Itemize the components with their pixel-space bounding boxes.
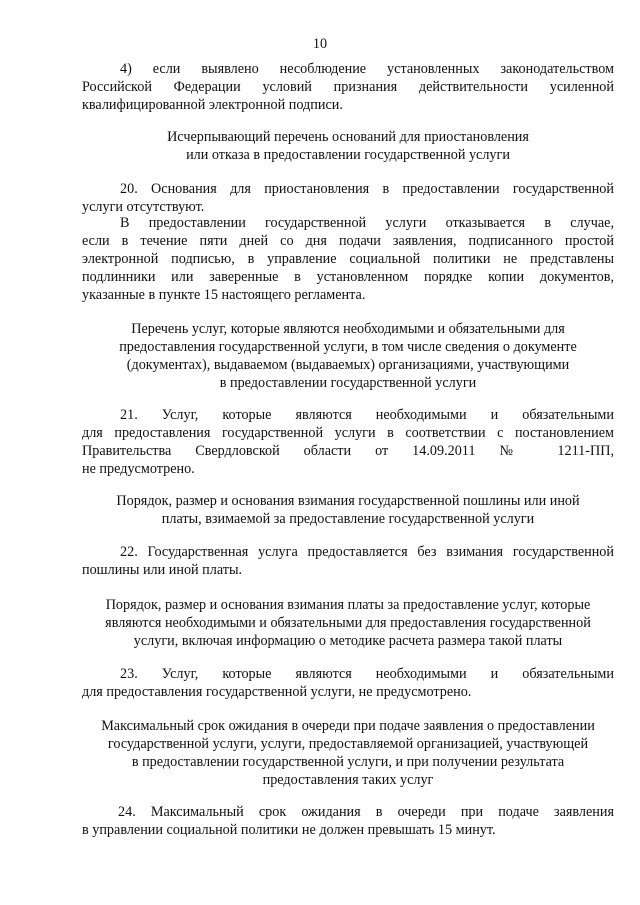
text-line: Российской Федерации условий признания действительности усиленной [82,79,614,95]
text-line: для предоставления государственной услуги, не предусмотрено. [82,684,472,700]
heading-line: в предоставлении государственной услуги, и при получении результата [131,754,565,770]
text-line: подлинники или заверенные в установленном порядке копии документов, [82,269,614,285]
section-heading-services-list [70,320,626,392]
heading-line: Порядок, размер и основания взимания государственной пошлины или иной [116,493,580,509]
text-line: услуги отсутствуют. [82,199,205,215]
paragraph-20-refusal [82,214,614,304]
heading-line: Исчерпывающий перечень оснований для приостановления [167,129,529,145]
heading-line: или отказа в предоставлении государственной услуги [186,147,510,163]
section-heading-queue-time [70,717,626,789]
text-line: в управлении социальной политики не должен превышать 15 минут. [82,822,496,838]
section-heading-state-fee [70,492,626,528]
text-line: 4) если выявлено несоблюдение установленных законодательством [120,61,614,77]
heading-line: в предоставлении государственной услуги [219,375,477,391]
paragraph-24 [82,803,614,839]
heading-line: предоставления государственной услуги, в том числе сведения о документе [119,339,577,355]
text-line: 21. Услуг, которые являются необходимыми и обязательными [120,407,614,423]
paragraph-21 [82,406,614,478]
paragraph-23 [82,665,614,701]
text-line: Правительства Свердловской области от 14.09.2011 № 1211-ПП, [82,443,614,459]
heading-line: являются необходимыми и обязательными для предоставления государственной [105,615,591,631]
section-heading-fee-for-services [70,596,626,650]
text-line: если в течение пяти дней со дня подачи заявления, подписанного простой [82,233,614,249]
list-item-4 [82,60,614,114]
paragraph-22 [82,543,614,579]
heading-line: государственной услуги, услуги, предоставляемой организацией, участвующей [107,736,589,752]
heading-line: Перечень услуг, которые являются необходимыми и обязательными для [131,321,565,337]
text-line: 24. Максимальный срок ожидания в очереди при подаче заявления [118,804,614,820]
text-line: не предусмотрено. [82,461,195,477]
paragraph-20 [82,180,614,216]
heading-line: услуги, включая информацию о методике расчета размера такой платы [133,633,563,649]
text-line: указанные в пункте 15 настоящего регламента. [82,287,366,303]
heading-line: (документах), выдаваемом (выдаваемых) организациями, участвующими [126,357,570,373]
text-line: для предоставления государственной услуги в соответствии с постановлением [82,425,614,441]
text-line: квалифицированной электронной подписи. [82,97,343,113]
heading-line: платы, взимаемой за предоставление государственной услуги [161,511,535,527]
section-heading-grounds [70,128,626,164]
text-line: 22. Государственная услуга предоставляется без взимания государственной [120,544,614,560]
page-number: 10 [312,36,328,52]
text-line: пошлины или иной платы. [82,562,243,578]
heading-line: предоставления таких услуг [262,772,434,788]
text-line: 20. Основания для приостановления в предоставлении государственной [120,181,614,197]
heading-line: Порядок, размер и основания взимания платы за предоставление услуг, которые [105,597,591,613]
heading-line: Максимальный срок ожидания в очереди при подаче заявления о предоставлении [101,718,595,734]
text-line: 23. Услуг, которые являются необходимыми и обязательными [120,666,614,682]
text-line: В предоставлении государственной услуги отказывается в случае, [120,215,614,231]
text-line: электронной подписью, в управление социальной политики не представлены [82,251,614,267]
